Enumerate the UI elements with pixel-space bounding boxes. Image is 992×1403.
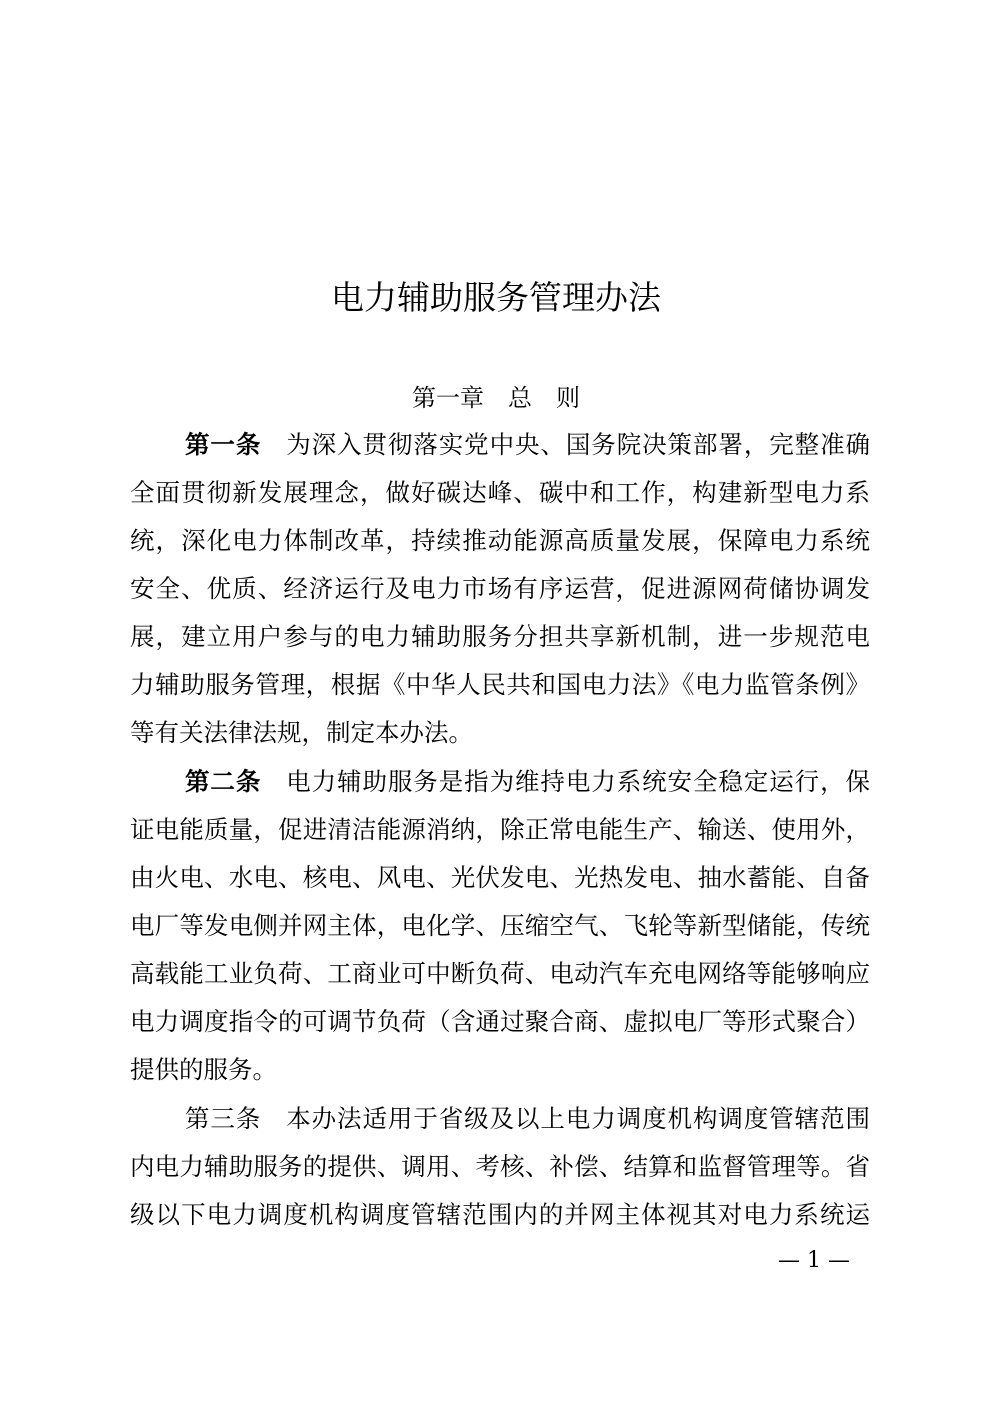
page-number: — 1 — [778, 1248, 850, 1273]
article-1-line-1 [185, 427, 870, 463]
article-3-number: 第三条 [185, 1104, 262, 1133]
article-1-line-6: 力辅助服务管理，根据《中华人民共和国电力法》《电力监管条例》 [130, 670, 870, 699]
article-1-number: 第一条 [185, 430, 262, 459]
article-1-line-5: 展，建立用户参与的电力辅助服务分担共享新机制，进一步规范电 [130, 622, 870, 651]
article-1-line-4: 安全、优质、经济运行及电力市场有序运营，促进源网荷储协调发 [130, 574, 870, 603]
article-1-line-3: 统，深化电力体制改革，持续推动能源高质量发展，保障电力系统 [130, 526, 870, 555]
article-2-line-7: 提供的服务。 [130, 1055, 277, 1084]
article-1-line-2: 全面贯彻新发展理念，做好碳达峰、碳中和工作，构建新型电力系 [130, 478, 870, 507]
article-2-line-1 [185, 764, 870, 800]
article-3-line-1 [185, 1101, 870, 1137]
article-2-line-3: 由火电、水电、核电、风电、光伏发电、光热发电、抽水蓄能、自备 [130, 863, 870, 892]
article-1-text: 为深入贯彻落实党中央、国务院决策部署，完整准确 [285, 430, 871, 459]
article-3-line-3: 级以下电力调度机构调度管辖范围内的并网主体视其对电力系统运 [130, 1200, 870, 1229]
article-2-line-5: 高载能工业负荷、工商业可中断负荷、电动汽车充电网络等能够响应 [130, 959, 870, 988]
document-title: 电力辅助服务管理办法 [331, 278, 661, 317]
article-1-line-7: 等有关法律法规，制定本办法。 [130, 718, 473, 747]
article-2-line-6: 电力调度指令的可调节负荷（含通过聚合商、虚拟电厂等形式聚合） [130, 1007, 870, 1036]
article-2-number: 第二条 [185, 767, 262, 796]
article-2-line-2: 证电能质量，促进清洁能源消纳，除正常电能生产、输送、使用外， [130, 815, 870, 844]
chapter-heading: 第一章 总 则 [412, 384, 580, 412]
article-2-line-4: 电厂等发电侧并网主体，电化学、压缩空气、飞轮等新型储能，传统 [130, 911, 870, 940]
article-3-line-2: 内电力辅助服务的提供、调用、考核、补偿、结算和监督管理等。省 [130, 1152, 870, 1181]
article-3-text: 本办法适用于省级及以上电力调度机构调度管辖范围 [285, 1104, 871, 1133]
article-2-text: 电力辅助服务是指为维持电力系统安全稳定运行，保 [285, 767, 871, 796]
